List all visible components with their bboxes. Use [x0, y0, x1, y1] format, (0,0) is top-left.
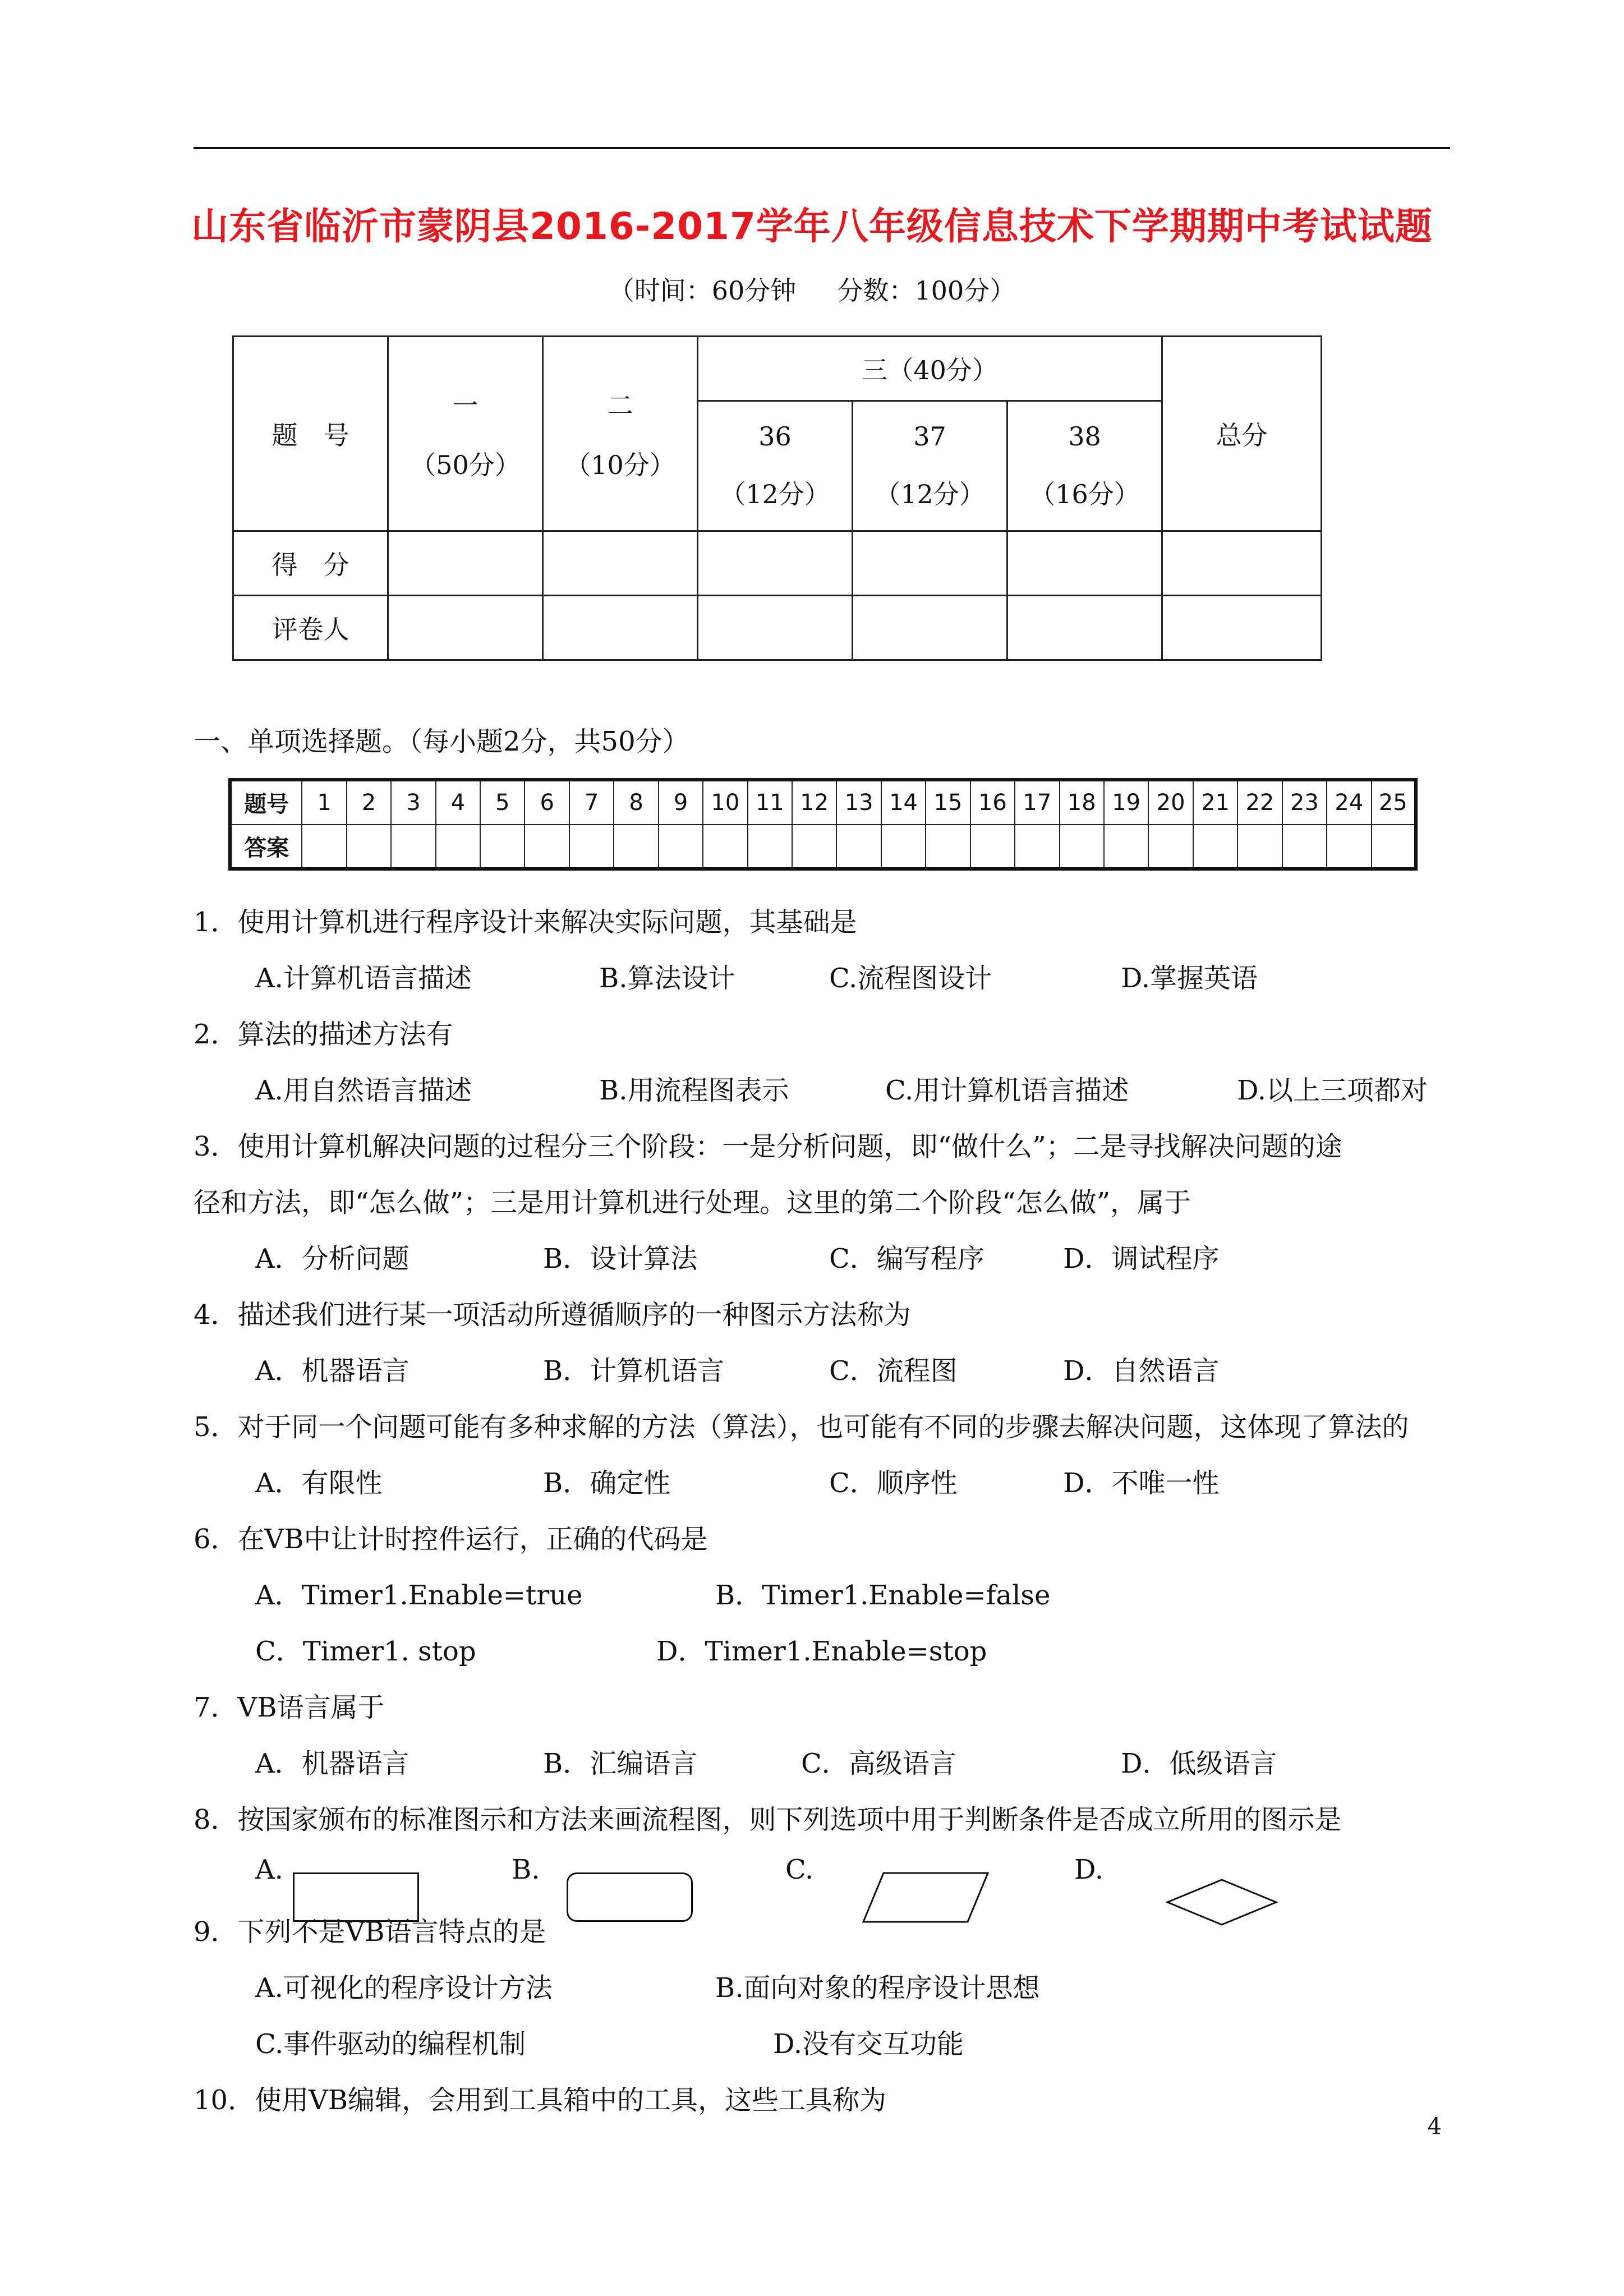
q3-option-c[interactable]: C．编写程序 [829, 1243, 984, 1274]
grid-answer-cell[interactable] [1372, 825, 1416, 869]
sub-38-cell: 38 （16分） [1007, 401, 1162, 531]
q3-option-a[interactable]: A．分析问题 [255, 1243, 410, 1274]
grid-answer-cell[interactable] [1060, 825, 1104, 869]
grid-number-cell: 21 [1193, 780, 1237, 825]
grid-answer-cell[interactable] [703, 825, 747, 869]
grid-answer-cell[interactable] [748, 825, 792, 869]
q8-option-a[interactable]: A. [255, 1854, 283, 1885]
q9-option-c[interactable]: C.事件驱动的编程机制 [255, 2028, 526, 2060]
parallelogram-shape [861, 1871, 990, 1924]
page-title: 山东省临沂市蒙阴县2016-2017学年八年级信息技术下学期期中考试试题 [191, 205, 1433, 248]
answer-grid [228, 778, 1418, 871]
score-input-cell[interactable] [1007, 531, 1162, 596]
question-5: 5．对于同一个问题可能有多种求解的方法（算法），也可能有不同的步骤去解决问题，这体现了算法的 [194, 1411, 1409, 1443]
grid-number-cell: 11 [748, 780, 792, 825]
q5-option-c[interactable]: C．顺序性 [829, 1467, 958, 1499]
question-1: 1．使用计算机进行程序设计来解决实际问题，其基础是 [194, 907, 857, 938]
grid-number-cell: 17 [1015, 780, 1059, 825]
grid-number-cell: 25 [1372, 780, 1416, 825]
grader-input-cell[interactable] [1007, 596, 1162, 660]
rounded-rectangle-shape [567, 1872, 693, 1922]
grid-number-cell: 7 [569, 780, 614, 825]
q9-option-b[interactable]: B.面向对象的程序设计思想 [715, 1972, 1040, 2004]
question-8: 8．按国家颁布的标准图示和方法来画流程图，则下列选项中用于判断条件是否成立所用的图示是 [194, 1804, 1342, 1835]
q7-option-c[interactable]: C．高级语言 [801, 1748, 956, 1779]
grid-number-cell: 3 [391, 780, 435, 825]
score-input-cell[interactable] [388, 531, 543, 596]
grid-number-cell: 13 [836, 780, 881, 825]
q7-option-d[interactable]: D．低级语言 [1121, 1748, 1277, 1779]
grader-input-cell[interactable] [388, 596, 543, 660]
header-rule [194, 147, 1450, 149]
question-10: 10．使用VB编辑，会用到工具箱中的工具，这些工具称为 [194, 2085, 887, 2116]
q2-option-b[interactable]: B.用流程图表示 [599, 1075, 789, 1106]
q5-option-a[interactable]: A．有限性 [255, 1467, 383, 1499]
diamond-shape [1166, 1878, 1278, 1926]
question-4: 4．描述我们进行某一项活动所遵循顺序的一种图示方法称为 [194, 1299, 911, 1331]
score-input-cell[interactable] [853, 531, 1007, 596]
q6-option-b[interactable]: B．Timer1.Enable=false [715, 1580, 1051, 1611]
page-number: 4 [1427, 2114, 1442, 2139]
q2-option-c[interactable]: C.用计算机语言描述 [885, 1075, 1129, 1106]
col-three-header: 三（40分） [698, 337, 1162, 401]
grid-answer-cell[interactable] [1193, 825, 1237, 869]
q1-option-d[interactable]: D.掌握英语 [1121, 963, 1258, 994]
q4-option-c[interactable]: C．流程图 [829, 1355, 958, 1387]
col-two-cell: 二 （10分） [543, 337, 698, 531]
grid-number-cell: 6 [525, 780, 569, 825]
grid-number-cell: 5 [480, 780, 525, 825]
grid-answer-cell[interactable] [525, 825, 569, 869]
q2-option-a[interactable]: A.用自然语言描述 [255, 1075, 472, 1106]
total-cell: 总分 [1162, 337, 1322, 531]
section-heading: 一、单项选择题。（每小题2分，共50分） [194, 726, 689, 757]
q7-option-a[interactable]: A．机器语言 [255, 1748, 410, 1779]
grid-number-cell: 14 [881, 780, 926, 825]
q7-option-b[interactable]: B．汇编语言 [543, 1748, 698, 1779]
question-2: 2．算法的描述方法有 [194, 1019, 453, 1050]
question-9: 9．下列不是VB语言特点的是 [194, 1916, 546, 1948]
grid-answer-cell[interactable] [659, 825, 703, 869]
grid-number-cell: 18 [1060, 780, 1104, 825]
q4-option-b[interactable]: B．计算机语言 [543, 1355, 725, 1387]
q9-option-d[interactable]: D.没有交互功能 [773, 2028, 964, 2060]
q5-option-b[interactable]: B．确定性 [543, 1467, 671, 1499]
grid-number-cell: 23 [1282, 780, 1327, 825]
q3-option-b[interactable]: B．设计算法 [543, 1243, 698, 1274]
grid-number-cell: 8 [614, 780, 658, 825]
score-row-label: 得 分 [233, 531, 388, 596]
grader-row-label: 评卷人 [233, 596, 388, 660]
grid-answer-cell[interactable] [1104, 825, 1148, 869]
q6-option-d[interactable]: D．Timer1.Enable=stop [656, 1636, 987, 1667]
grid-number-cell: 24 [1327, 780, 1371, 825]
sub-36-cell: 36 （12分） [698, 401, 853, 531]
q8-option-d[interactable]: D. [1074, 1854, 1104, 1885]
question-3-line-1: 3．使用计算机解决问题的过程分三个阶段：一是分析问题，即“做什么”；二是寻找解决问题的途 [194, 1131, 1342, 1162]
grid-number-cell: 19 [1104, 780, 1148, 825]
q8-option-c[interactable]: C. [785, 1854, 814, 1885]
grid-answer-cell[interactable] [792, 825, 836, 869]
question-3-line-2: 径和方法，即“怎么做”；三是用计算机进行处理。这里的第二个阶段“怎么做”，属于 [194, 1187, 1191, 1218]
grader-input-cell[interactable] [853, 596, 1007, 660]
q4-option-d[interactable]: D．自然语言 [1063, 1355, 1220, 1387]
grid-number-cell: 4 [436, 780, 480, 825]
q1-option-c[interactable]: C.流程图设计 [829, 963, 992, 994]
grid-answer-cell[interactable] [1148, 825, 1193, 869]
grid-number-cell: 22 [1237, 780, 1282, 825]
score-input-cell[interactable] [1162, 531, 1322, 596]
q2-option-d[interactable]: D.以上三项都对 [1237, 1075, 1428, 1106]
grid-answer-cell[interactable] [1282, 825, 1327, 869]
question-7: 7．VB语言属于 [194, 1692, 385, 1723]
grid-number-cell: 9 [659, 780, 703, 825]
grader-input-cell[interactable] [1162, 596, 1322, 660]
grid-answer-cell[interactable] [881, 825, 926, 869]
grid-number-cell: 15 [926, 780, 970, 825]
grid-answer-cell[interactable] [1015, 825, 1059, 869]
grid-answer-cell[interactable] [836, 825, 881, 869]
grid-answer-cell[interactable] [436, 825, 480, 869]
grid-number-cell: 16 [970, 780, 1015, 825]
score-table [232, 335, 1322, 661]
q5-option-d[interactable]: D．不唯一性 [1063, 1467, 1220, 1499]
grid-answer-cell[interactable] [970, 825, 1015, 869]
grid-answer-cell[interactable] [391, 825, 435, 869]
grid-answer-cell[interactable] [1327, 825, 1371, 869]
grid-answer-cell[interactable] [926, 825, 970, 869]
grid-answer-cell[interactable] [347, 825, 391, 869]
grader-input-cell[interactable] [698, 596, 853, 660]
grader-input-cell[interactable] [543, 596, 698, 660]
sub-37-cell: 37 （12分） [853, 401, 1007, 531]
grid-answer-label: 答案 [230, 825, 302, 869]
score-input-cell[interactable] [698, 531, 853, 596]
q8-option-b[interactable]: B. [512, 1854, 540, 1885]
question-6: 6．在VB中让计时控件运行，正确的代码是 [194, 1524, 708, 1555]
q6-option-c[interactable]: C．Timer1. stop [255, 1636, 476, 1667]
q3-option-d[interactable]: D．调试程序 [1063, 1243, 1220, 1274]
grid-number-cell: 2 [347, 780, 391, 825]
grid-answer-cell[interactable] [569, 825, 614, 869]
q1-option-a[interactable]: A.计算机语言描述 [255, 963, 472, 994]
col-one-cell: 一 （50分） [388, 337, 543, 531]
grid-number-cell: 12 [792, 780, 836, 825]
exam-info: （时间：60分钟 分数：100分） [608, 275, 1016, 306]
q4-option-a[interactable]: A．机器语言 [255, 1355, 410, 1387]
grid-number-cell: 20 [1148, 780, 1193, 825]
grid-answer-cell[interactable] [614, 825, 658, 869]
grid-answer-cell[interactable] [302, 825, 346, 869]
grid-number-cell: 1 [302, 780, 346, 825]
q9-option-a[interactable]: A.可视化的程序设计方法 [255, 1972, 553, 2004]
score-input-cell[interactable] [543, 531, 698, 596]
grid-answer-cell[interactable] [480, 825, 525, 869]
grid-number-cell: 10 [703, 780, 747, 825]
grid-answer-cell[interactable] [1237, 825, 1282, 869]
grid-number-label: 题号 [230, 780, 302, 825]
row-header-cell: 题 号 [233, 337, 388, 531]
q6-option-a[interactable]: A．Timer1.Enable=true [255, 1580, 583, 1611]
q1-option-b[interactable]: B.算法设计 [599, 963, 735, 994]
